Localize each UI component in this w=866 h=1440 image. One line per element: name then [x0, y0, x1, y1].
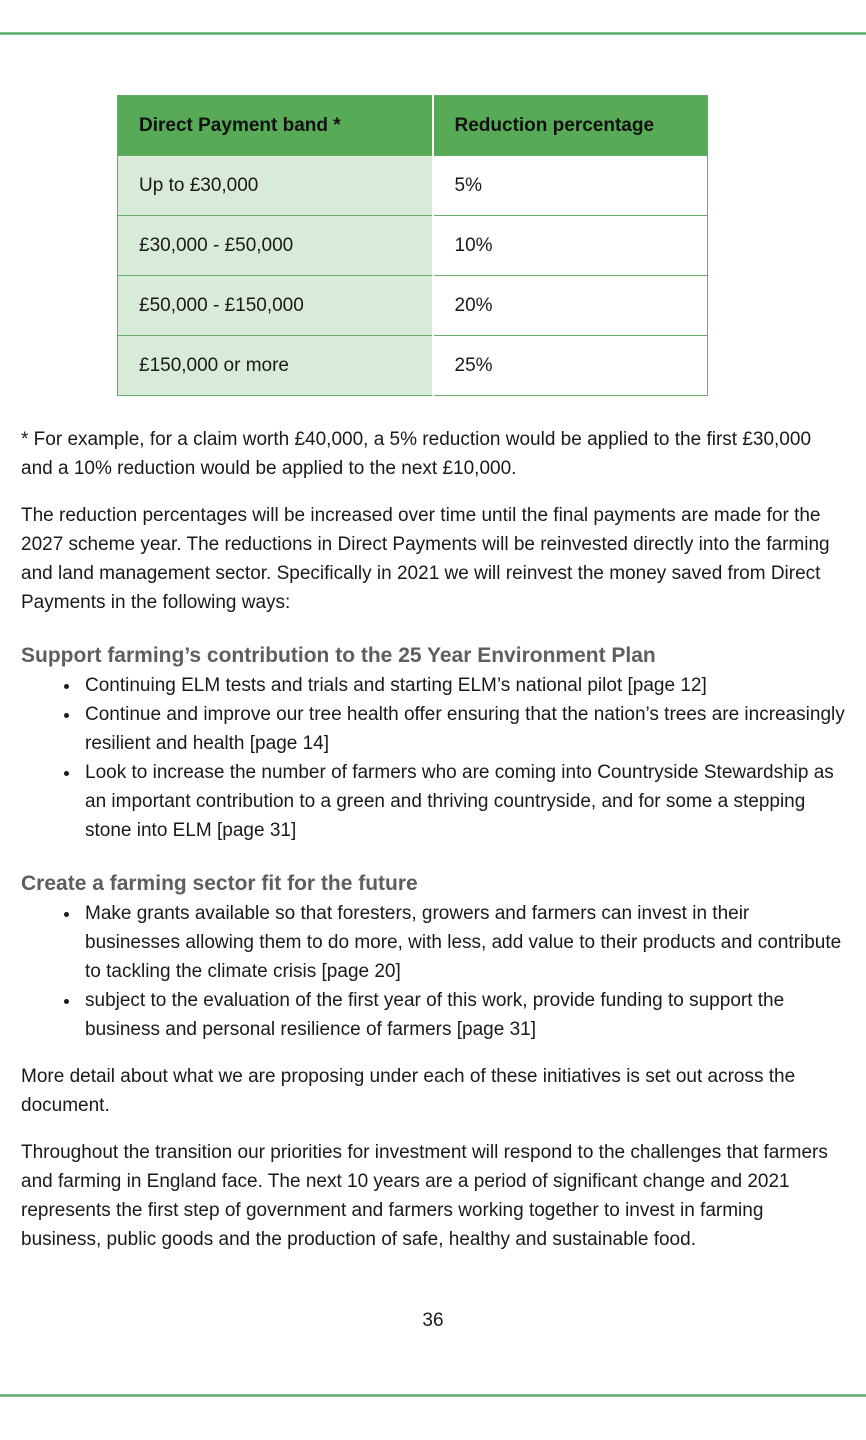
section-heading-farming-sector: Create a farming sector fit for the future	[21, 872, 418, 895]
page-number: 36	[422, 1310, 444, 1331]
list-item: • subject to the evaluation of the first year of this work, provide funding to support the business and personal resilience of farmers [page 31]	[81, 986, 845, 1044]
table-header-reduction: Reduction percentage	[433, 96, 708, 156]
transition-paragraph: Throughout the transition our priorities for investment will respond to the challenges that farmers and farming in England face. The next 10 years are a period of significant change and 2021 represents the first step of government and farmers working together to invest in farming business, public goods and the production of safe, healthy and sustainable food.	[21, 1142, 828, 1250]
list-item: • Continuing ELM tests and trials and starting ELM’s national pilot [page 12]	[81, 671, 845, 700]
table-cell-reduction: 5%	[433, 156, 708, 216]
table-cell-reduction: 10%	[433, 216, 708, 276]
table-row	[118, 336, 708, 396]
page-content	[0, 95, 866, 1254]
table-footnote: * For example, for a claim worth £40,000, a 5% reduction would be applied to the first £30,000 and a 10% reduction would be applied to the next £10,000.	[21, 429, 812, 479]
table-cell-band: £150,000 or more	[118, 336, 433, 396]
table-cell-reduction: 20%	[433, 276, 708, 336]
bottom-rule	[0, 1394, 866, 1397]
list-item: • Look to increase the number of farmers who are coming into Countryside Stewardship as an important contribution to a green and thriving countryside, and for some a stepping stone into ELM [page 31]	[81, 758, 845, 845]
bullet-list-environment-plan	[21, 671, 845, 845]
direct-payment-reduction-table	[117, 95, 708, 396]
table-cell-band: £30,000 - £50,000	[118, 216, 433, 276]
section-heading-environment-plan: Support farming’s contribution to the 25 Year Environment Plan	[21, 644, 656, 667]
top-rule	[0, 32, 866, 35]
more-detail-paragraph: More detail about what we are proposing under each of these initiatives is set out across the document.	[21, 1066, 796, 1116]
table-row	[118, 216, 708, 276]
table-cell-band: Up to £30,000	[118, 156, 433, 216]
table-header-row	[118, 96, 708, 156]
list-item: • Make grants available so that foresters, growers and farmers can invest in their businesses allowing them to do more, with less, add value to their products and contribute to tackling the climate crisis [page 20]	[81, 899, 845, 986]
intro-paragraph: The reduction percentages will be increased over time until the final payments are made for the 2027 scheme year. The reductions in Direct Payments will be reinvested directly into the farming and land management sector. Specifically in 2021 we will reinvest the money saved from Direct Payments in the following ways:	[21, 505, 830, 613]
list-item: • Continue and improve our tree health offer ensuring that the nation’s trees are increasingly resilient and health [page 14]	[81, 700, 845, 758]
table-cell-reduction: 25%	[433, 336, 708, 396]
table-row	[118, 156, 708, 216]
bullet-list-farming-sector	[21, 899, 845, 1044]
table-row	[118, 276, 708, 336]
table-header-band: Direct Payment band *	[118, 96, 433, 156]
table-cell-band: £50,000 - £150,000	[118, 276, 433, 336]
